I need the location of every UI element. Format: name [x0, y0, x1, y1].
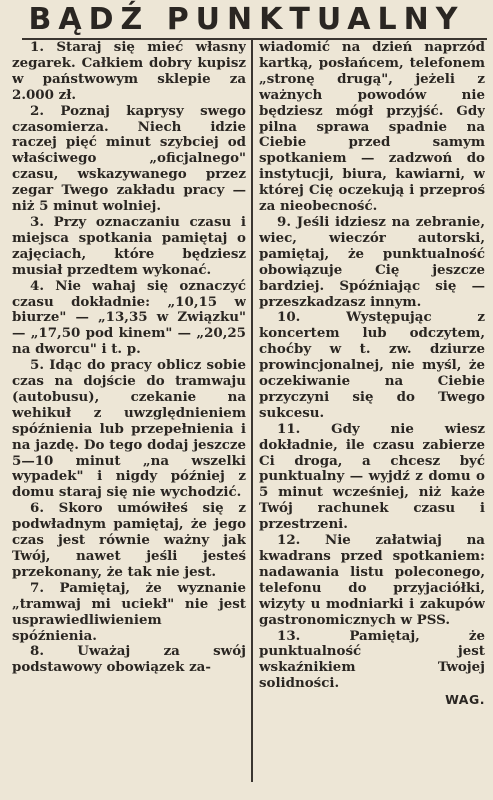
rule-item-11: 11. Gdy nie wiesz dokładnie, ile czasu zabierze Ci droga, a chcesz być punktualny — wyjdź z domu o 5 minut wcześniej, niż każe Twój rachunek czasu i przestrzeni. — [259, 420, 485, 533]
rule-item-9: 9. Jeśli idziesz na zebranie, wiec, wieczór autorski, pamiętaj, że punktualność obowiązuje Cię jeszcze bardziej. Spóźniając się — przeszkadzasz innym. — [259, 213, 485, 310]
rule-item-4: 4. Nie wahaj się oznaczyć czasu dokładnie: „10,15 w biurze" — „13,35 w Związku" — „17,50 pod kinem" — „20,25 na dworcu" i t. p. — [12, 277, 246, 358]
rule-item-10: 10. Występując z koncertem lub odczytem, choćby w t. zw. dziurze prowincjonalnej, nie myśl, że oczekiwanie na Ciebie przyczyni się do Twego sukcesu. — [259, 309, 485, 421]
rule-item-5: 5. Idąc do pracy oblicz sobie czas na dojście do tramwaju (autobusu), czekanie na wehikuł z uwzględnieniem spóźnienia lub przepełnienia i na jazdę. Do tego dodaj jeszcze 5—10 minut „na wszelki wypadek" i nigdy później z domu staraj się nie wychodzić. — [12, 357, 246, 501]
left-column — [12, 40, 246, 790]
article-title: BĄDŹ PUNKTUALNY — [28, 2, 465, 37]
author-signature: WAG. — [445, 692, 485, 708]
rule-item-2: 2. Poznaj kaprysy swego czasomierza. Niech idzie raczej pięć minut szybciej od właściwego „oficjalnego" czasu, wskazywanego przez zegar Twego zakładu pracy — niż 5 minut wolniej. — [12, 102, 246, 215]
rule-item-3: 3. Przy oznaczaniu czasu i miejsca spotkania pamiętaj o zajęciach, które będziesz musiał przedtem wykonać. — [12, 213, 246, 278]
rule-item-7: 7. Pamiętaj, że wyznanie „tramwaj mi uciekł" nie jest usprawiedliwieniem spóźnienia. — [12, 579, 246, 644]
right-column — [259, 40, 485, 790]
rule-item-1: 1. Staraj się mieć własny zegarek. Całkiem dobry kupisz w państwowym sklepie za 2.000 zł. — [12, 40, 246, 103]
rule-item-8-continued: wiadomić na dzień naprzód kartką, posłańcem, telefonem „stronę drugą", jeżeli z ważnych powodów nie będziesz mógł przyjść. Gdy pilna sprawa spadnie na Ciebie przed samym spotkaniem — zadzwoń do instytucji, biura, kawiarni, w której Cię oczekują i przeproś za nieobecność. — [259, 40, 485, 215]
rule-item-12: 12. Nie załatwiaj na kwadrans przed spotkaniem: nadawania listu poleconego, telefonu do przyjaciółki, wizyty u modniarki i zakupów gastronomicznych w PSS. — [259, 532, 485, 628]
rule-item-13: 13. Pamiętaj, że punktualność jest wskaźnikiem Twojej solidności. — [259, 627, 485, 692]
rule-item-8: 8. Uważaj za swój podstawowy obowiązek za- — [12, 643, 246, 676]
rule-item-6: 6. Skoro umówiłeś się z podwładnym pamiętaj, że jego czas jest równie ważny jak Twój, nawet jeśli jesteś przekonany, że tak nie jest. — [12, 500, 246, 580]
column-divider — [251, 40, 253, 782]
